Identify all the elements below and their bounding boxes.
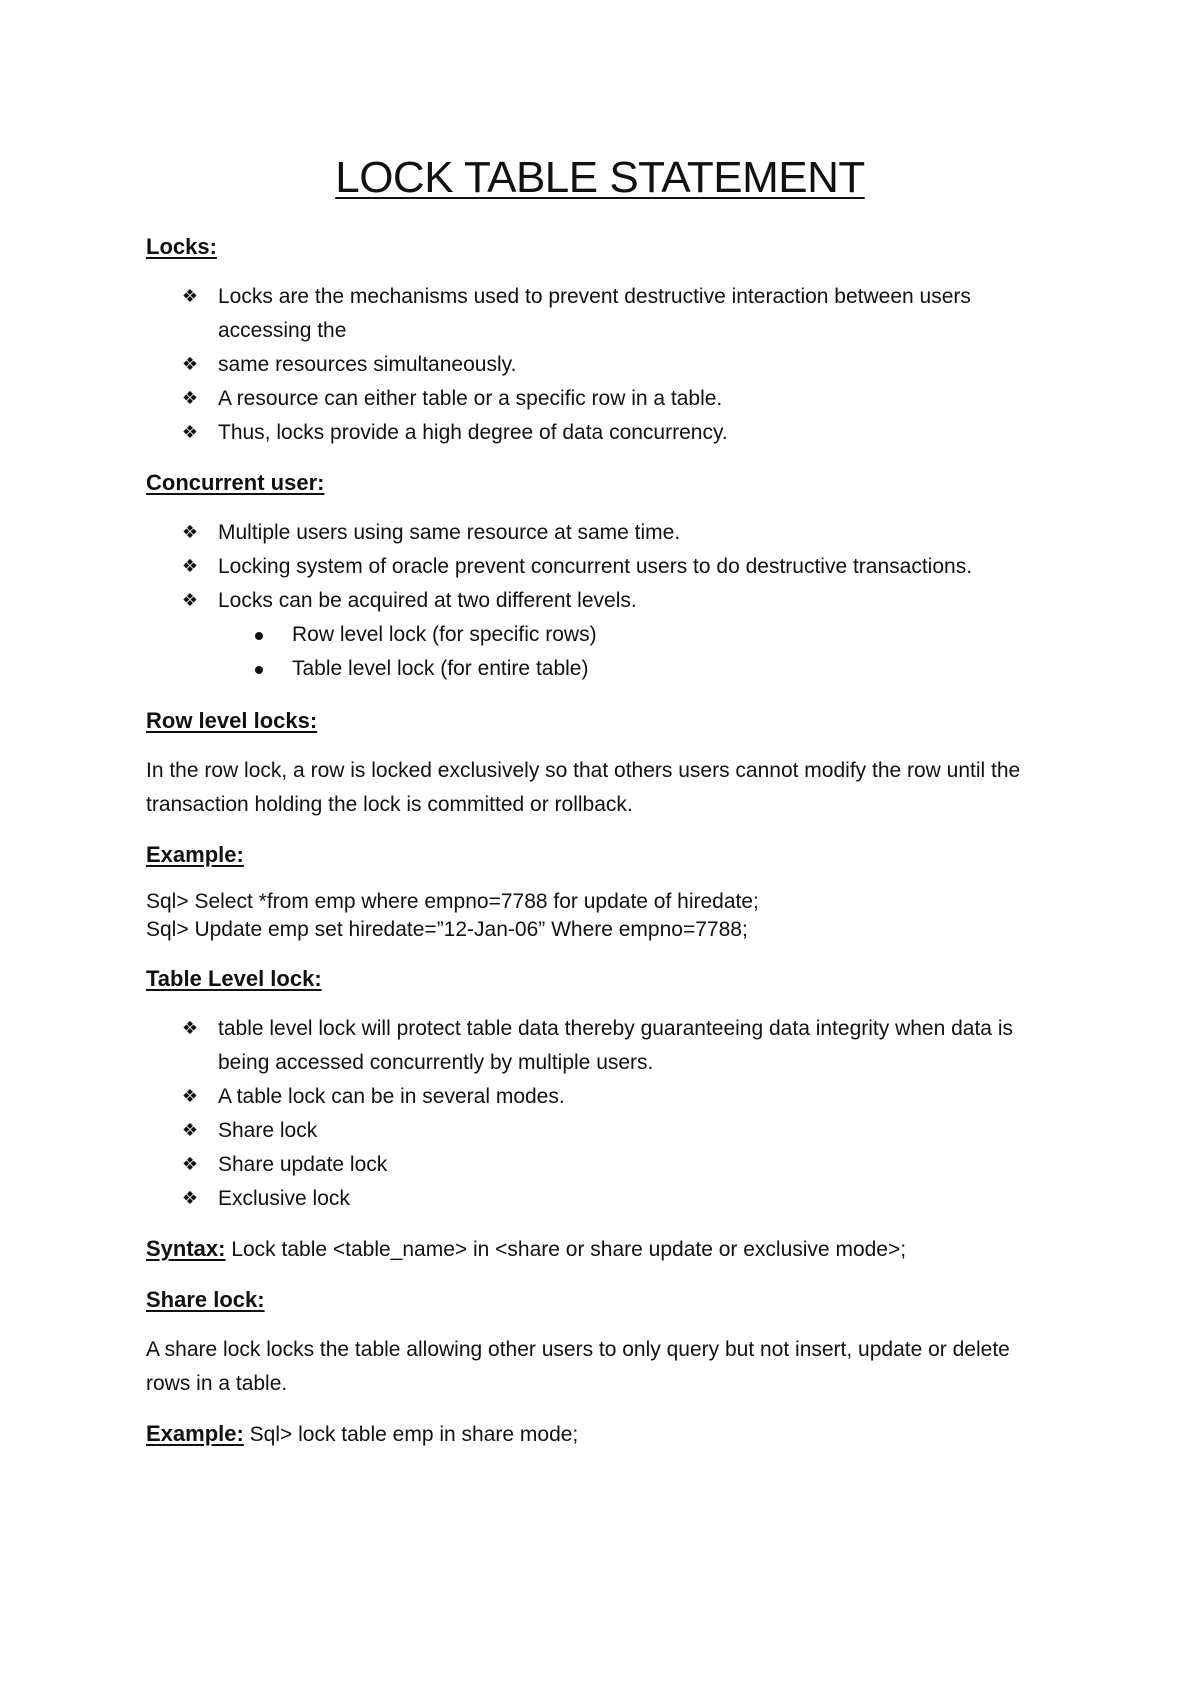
diamond-bullet-icon: ❖: [181, 1086, 199, 1107]
share-lock-heading: Share lock:: [146, 1287, 265, 1312]
list-item-text: A table lock can be in several modes.: [218, 1085, 565, 1108]
locks-list: [146, 280, 1054, 450]
diamond-bullet-icon: ❖: [181, 388, 199, 409]
list-item: [181, 550, 1054, 584]
list-item-text: Thus, locks provide a high degree of data concurrency.: [218, 421, 728, 444]
list-item: [181, 1114, 1054, 1148]
list-item-text: Row level lock (for specific rows): [292, 623, 597, 646]
example-heading: Example:: [146, 842, 244, 867]
concurrent-user-list: [146, 516, 1054, 618]
diamond-bullet-icon: ❖: [181, 1018, 199, 1039]
list-item: [181, 348, 1054, 382]
list-item: [181, 416, 1054, 450]
diamond-bullet-icon: ❖: [181, 556, 199, 577]
list-item-text: Multiple users using same resource at same time.: [218, 521, 681, 544]
diamond-bullet-icon: ❖: [181, 286, 199, 307]
share-lock-text: A share lock locks the table allowing other users to only query but not insert, update or delete rows in a table.: [146, 1338, 1010, 1395]
share-lock-example-line: [146, 1417, 1054, 1452]
list-item: [181, 1080, 1054, 1114]
diamond-bullet-icon: ❖: [181, 1120, 199, 1141]
list-item: [181, 1012, 1054, 1080]
page-title: LOCK TABLE STATEMENT: [335, 153, 865, 202]
diamond-bullet-icon: ❖: [181, 1188, 199, 1209]
list-item: [181, 280, 1054, 348]
list-item-text: Share update lock: [218, 1153, 388, 1176]
list-item-text: table level lock will protect table data thereby guaranteeing data integrity when data is being accessed concurrently by multiple users.: [218, 1017, 1013, 1074]
list-item: [181, 382, 1054, 416]
list-item-text: same resources simultaneously.: [218, 353, 517, 376]
list-item-text: Share lock: [218, 1119, 318, 1142]
diamond-bullet-icon: ❖: [181, 590, 199, 611]
diamond-bullet-icon: ❖: [181, 1154, 199, 1175]
diamond-bullet-icon: ❖: [181, 522, 199, 543]
list-item: [181, 516, 1054, 550]
example-code-line: Sql> Select *from emp where empno=7788 for update of hiredate;: [146, 890, 759, 913]
dot-bullet-icon: [255, 666, 263, 674]
example-label: Example:: [146, 1421, 244, 1446]
syntax-text: Lock table <table_name> in <share or share update or exclusive mode>;: [225, 1238, 907, 1261]
diamond-bullet-icon: ❖: [181, 422, 199, 443]
list-item-text: Exclusive lock: [218, 1187, 350, 1210]
list-item-text: A resource can either table or a specific row in a table.: [218, 387, 723, 410]
lock-levels-list: [146, 618, 1054, 686]
table-level-lock-heading: Table Level lock:: [146, 966, 322, 991]
example-code-line: Sql> Update emp set hiredate=”12-Jan-06” Where empno=7788;: [146, 918, 748, 941]
list-item: [181, 1182, 1054, 1216]
list-item: [181, 1148, 1054, 1182]
concurrent-user-heading: Concurrent user:: [146, 470, 325, 495]
example-text: Sql> lock table emp in share mode;: [243, 1423, 579, 1446]
table-level-lock-list: [146, 1012, 1054, 1216]
row-level-locks-heading: Row level locks:: [146, 708, 318, 733]
syntax-label: Syntax:: [146, 1236, 226, 1261]
diamond-bullet-icon: ❖: [181, 354, 199, 375]
list-item-text: Locks are the mechanisms used to prevent destructive interaction between users accessing the: [218, 285, 971, 342]
list-item: [292, 618, 1054, 652]
row-level-locks-text: In the row lock, a row is locked exclusively so that others users cannot modify the row until the transaction holding the lock is committed or rollback.: [146, 759, 1021, 816]
syntax-line: [146, 1232, 1054, 1267]
locks-heading: Locks:: [146, 234, 217, 259]
dot-bullet-icon: [255, 632, 263, 640]
list-item-text: Table level lock (for entire table): [292, 657, 589, 680]
list-item-text: Locks can be acquired at two different levels.: [218, 589, 637, 612]
list-item: [181, 584, 1054, 618]
list-item-text: Locking system of oracle prevent concurrent users to do destructive transactions.: [218, 555, 973, 578]
list-item: [292, 652, 1054, 686]
